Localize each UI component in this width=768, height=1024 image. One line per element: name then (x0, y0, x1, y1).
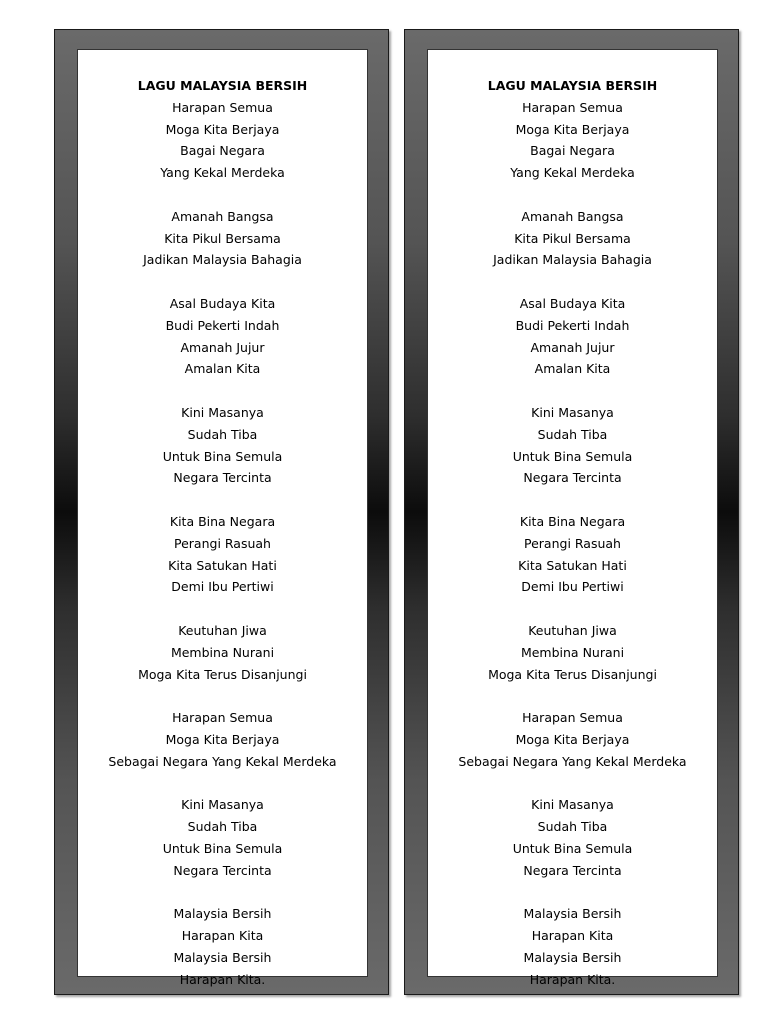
lyric-line: Malaysia Bersih (173, 906, 272, 922)
stanza-gap (78, 598, 367, 620)
lyric-line: Bagai Negara (180, 143, 265, 159)
lyric-line: Moga Kita Terus Disanjungi (488, 666, 657, 682)
stanza-gap (78, 184, 367, 206)
stanza-gap (78, 881, 367, 903)
stanza-gap (78, 380, 367, 402)
lyric-line: Kita Bina Negara (169, 513, 276, 529)
stanza-gap (428, 271, 717, 293)
lyric-line: Kini Masanya (531, 797, 614, 813)
lyric-line: Negara Tercinta (173, 470, 272, 486)
lyric-line: Amanah Bangsa (171, 208, 274, 224)
song-title: LAGU MALAYSIA BERSIH (137, 78, 308, 93)
lyric-line: Amanah Jujur (530, 339, 615, 355)
stanza (428, 206, 717, 271)
lyric-line: Moga Kita Berjaya (165, 121, 280, 137)
lyric-line: Malaysia Bersih (173, 949, 272, 965)
lyric-line: Harapan Semua (522, 99, 623, 115)
lyrics-body (78, 97, 367, 991)
lyric-line: Kini Masanya (181, 404, 264, 420)
lyric-line: Harapan Kita (181, 928, 264, 944)
stanza (78, 97, 367, 184)
lyric-line: Amalan Kita (184, 361, 261, 377)
lyric-line: Negara Tercinta (173, 862, 272, 878)
stanza-gap (78, 773, 367, 795)
stanza (78, 293, 367, 380)
stanza (78, 707, 367, 772)
lyric-line: Perangi Rasuah (174, 535, 271, 551)
stanza (78, 903, 367, 990)
lyric-line: Harapan Kita. (179, 971, 266, 987)
lyric-line: Moga Kita Berjaya (165, 731, 280, 747)
lyric-line: Kini Masanya (531, 404, 614, 420)
lyric-line: Demi Ibu Pertiwi (521, 579, 624, 595)
bookmark-card-left (54, 29, 389, 995)
stanza-gap (428, 184, 717, 206)
stanza-gap (428, 881, 717, 903)
lyric-line: Demi Ibu Pertiwi (171, 579, 274, 595)
lyrics-panel-left (77, 49, 368, 987)
stanza (78, 620, 367, 685)
lyric-line: Bagai Negara (530, 143, 615, 159)
lyric-line: Kita Pikul Bersama (514, 230, 631, 246)
lyric-line: Jadikan Malaysia Bahagia (143, 252, 302, 268)
lyric-line: Malaysia Bersih (523, 949, 622, 965)
stanza-gap (428, 380, 717, 402)
lyric-line: Keutuhan Jiwa (528, 622, 617, 638)
lyric-line: Moga Kita Terus Disanjungi (138, 666, 307, 682)
lyric-line: Sebagai Negara Yang Kekal Merdeka (108, 753, 337, 769)
lyric-line: Budi Pekerti Indah (165, 317, 280, 333)
stanza (428, 620, 717, 685)
stanza-gap (78, 685, 367, 707)
lyric-line: Keutuhan Jiwa (178, 622, 267, 638)
lyric-line: Sebagai Negara Yang Kekal Merdeka (458, 753, 687, 769)
lyric-line: Membina Nurani (170, 644, 275, 660)
lyric-line: Yang Kekal Merdeka (160, 165, 285, 181)
stanza (78, 511, 367, 598)
lyric-line: Kita Bina Negara (519, 513, 626, 529)
lyric-line: Malaysia Bersih (523, 906, 622, 922)
stanza (428, 707, 717, 772)
lyric-line: Sudah Tiba (537, 426, 608, 442)
stanza-gap (78, 271, 367, 293)
stanza (428, 402, 717, 489)
lyric-line: Moga Kita Berjaya (515, 731, 630, 747)
lyric-line: Negara Tercinta (523, 862, 622, 878)
lyric-line: Harapan Semua (172, 710, 273, 726)
stanza-gap (428, 685, 717, 707)
lyric-line: Untuk Bina Semula (512, 448, 633, 464)
lyric-line: Kita Satukan Hati (518, 557, 627, 573)
stanza (428, 293, 717, 380)
lyric-line: Harapan Semua (522, 710, 623, 726)
lyrics-panel-right (427, 49, 718, 987)
stanza-gap (428, 489, 717, 511)
lyric-line: Kita Pikul Bersama (164, 230, 281, 246)
lyric-line: Harapan Kita (531, 928, 614, 944)
lyric-line: Untuk Bina Semula (162, 840, 283, 856)
lyric-line: Untuk Bina Semula (512, 840, 633, 856)
lyric-line: Amanah Jujur (180, 339, 265, 355)
stanza (78, 794, 367, 881)
lyric-line: Harapan Kita. (529, 971, 616, 987)
lyric-line: Negara Tercinta (523, 470, 622, 486)
lyric-line: Perangi Rasuah (524, 535, 621, 551)
lyric-line: Asal Budaya Kita (519, 295, 626, 311)
lyric-line: Budi Pekerti Indah (515, 317, 630, 333)
stanza (428, 794, 717, 881)
lyric-line: Untuk Bina Semula (162, 448, 283, 464)
lyric-line: Yang Kekal Merdeka (510, 165, 635, 181)
lyric-line: Asal Budaya Kita (169, 295, 276, 311)
lyric-line: Moga Kita Berjaya (515, 121, 630, 137)
lyric-line: Kini Masanya (181, 797, 264, 813)
lyric-line: Membina Nurani (520, 644, 625, 660)
stanza-gap (428, 773, 717, 795)
stanza-gap (78, 489, 367, 511)
lyric-line: Harapan Semua (172, 99, 273, 115)
lyric-line: Sudah Tiba (187, 426, 258, 442)
lyric-line: Amalan Kita (534, 361, 611, 377)
bookmark-card-right (404, 29, 739, 995)
lyric-line: Amanah Bangsa (521, 208, 624, 224)
lyric-line: Sudah Tiba (187, 819, 258, 835)
song-title: LAGU MALAYSIA BERSIH (487, 78, 658, 93)
lyric-line: Sudah Tiba (537, 819, 608, 835)
lyrics-body (428, 97, 717, 991)
lyric-line: Jadikan Malaysia Bahagia (493, 252, 652, 268)
stanza (428, 903, 717, 990)
stanza (428, 97, 717, 184)
stanza (78, 206, 367, 271)
lyric-line: Kita Satukan Hati (168, 557, 277, 573)
stanza-gap (428, 598, 717, 620)
stanza (428, 511, 717, 598)
stanza (78, 402, 367, 489)
